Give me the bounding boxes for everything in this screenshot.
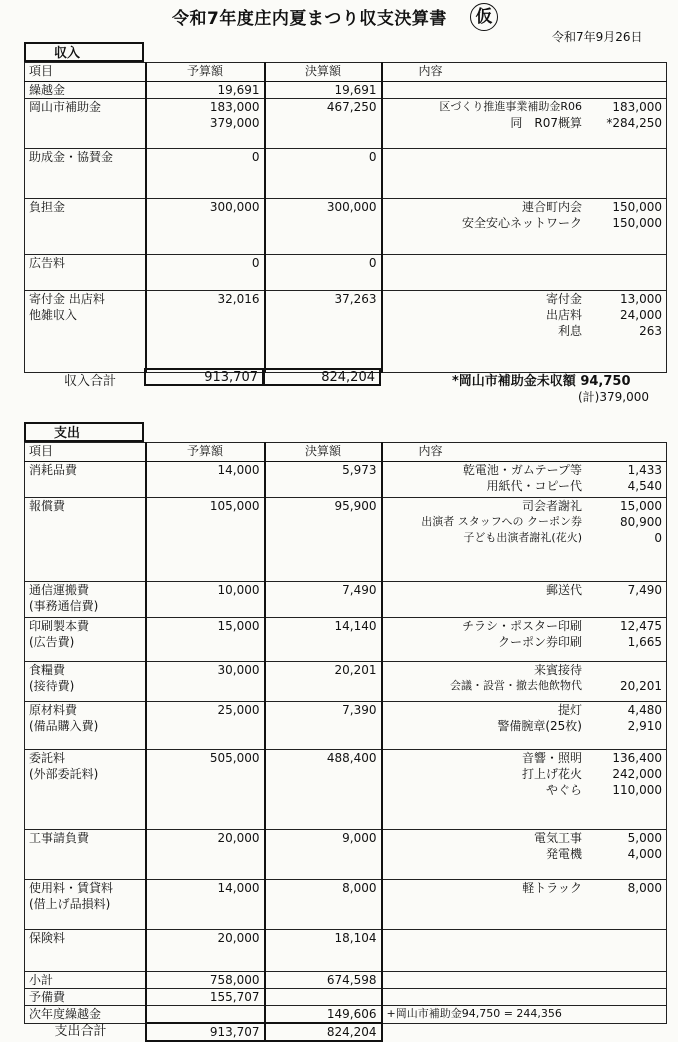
expense-actual-value: 18,104 [334,931,377,945]
expense-item-cell [25,582,146,618]
income-note-amount: 94,750 [580,374,631,389]
expense-item-label: 食糧費 [29,663,66,677]
income-item-label: 助成金・協賛金 [29,150,114,164]
expense-detail-value: 5,000 [627,831,662,845]
expense-detail-line [387,750,663,766]
expense-actual-cell [265,618,382,662]
expense-budget-cell [146,618,265,662]
expense-budget-value: 14,000 [217,881,260,895]
expense-item-label: 消耗品費 [29,463,78,477]
expense-detail-label: 提灯 [557,703,582,717]
expense-item-cell [25,618,146,662]
expense-total-row [25,1023,667,1041]
expense-detail-line [387,662,663,678]
income-detail-line [387,99,663,115]
expense-detail-cell [382,880,667,930]
expense-detail-label: 郵送代 [545,583,582,597]
income-actual-value: 0 [368,150,377,164]
expense-detail-value: 242,000 [612,767,662,781]
income-detail-line [387,199,663,215]
expense-col-item: 項目 [25,443,146,462]
expense-row [25,662,667,702]
income-row [25,82,667,99]
expense-detail-line [387,766,663,782]
expense-actual-value: 7,390 [342,703,377,717]
income-budget-cell [146,199,265,255]
income-row [25,199,667,255]
expense-subtotal-row-budget: 758,000 [146,972,265,989]
income-item-cell [25,149,146,199]
expense-detail-label: やぐら [545,783,582,797]
expense-reserve-row [25,989,667,1006]
expense-item-label: (借上げ品損料) [29,897,111,911]
expense-detail-line [387,830,663,846]
expense-detail-value: 4,540 [627,479,662,493]
expense-carryover-row [25,1006,667,1024]
expense-detail-value: 136,400 [612,751,662,765]
income-detail-line [387,291,663,307]
expense-detail-line [387,846,663,862]
income-detail-value: 13,000 [620,292,662,306]
income-item-label: 寄付金 出店料 [29,292,105,306]
expense-item-label: 報償費 [29,499,66,513]
expense-item-label: (外部委託料) [29,767,99,781]
expense-detail-cell [382,702,667,750]
income-detail-line [387,115,663,131]
expense-detail-line [387,530,663,546]
expense-subtotal-row [25,972,667,989]
expense-detail-value: 0 [654,531,662,545]
income-budget-value: 32,016 [217,292,260,306]
income-col-detail: 内容 [382,63,667,82]
expense-detail-value: 8,000 [627,881,662,895]
expense-actual-cell [265,462,382,498]
income-actual-cell [265,291,382,373]
expense-item-cell [25,880,146,930]
expense-detail-line [387,634,663,650]
income-actual-value: 37,263 [334,292,377,306]
income-row [25,255,667,291]
expense-detail-label: 電気工事 [533,831,582,845]
income-item-cell [25,291,146,373]
expense-row [25,498,667,582]
expense-budget-value: 14,000 [217,463,260,477]
expense-item-cell [25,702,146,750]
expense-actual-cell [265,498,382,582]
income-budget-value: 183,000 [209,100,260,114]
income-budget-value: 0 [251,256,260,270]
expense-item-cell [25,750,146,830]
income-section-label: 収入 [24,42,144,62]
expense-table [24,442,667,1042]
expense-detail-value: 80,900 [620,515,662,529]
expense-budget-value: 20,000 [217,931,260,945]
income-detail-value: 263 [639,324,662,338]
expense-detail-label: 子ども出演者謝礼(花火) [463,531,582,544]
income-item-cell [25,82,146,99]
expense-subtotal-row-detail [382,972,667,989]
expense-detail-label: 発電機 [545,847,582,861]
expense-col-budget: 予算額 [146,443,265,462]
income-col-budget: 予算額 [146,63,265,82]
expense-col-actual: 決算額 [265,443,382,462]
expense-detail-label: 軽トラック [522,881,582,895]
expense-item-label: (広告費) [29,635,75,649]
expense-item-cell [25,930,146,972]
expense-item-label: 通信運搬費 [29,583,90,597]
income-detail-value: 150,000 [612,200,662,214]
income-total-actual: 824,204 [263,368,381,386]
expense-budget-cell [146,930,265,972]
expense-detail-value: 1,433 [627,463,662,477]
expense-budget-cell [146,498,265,582]
expense-row [25,750,667,830]
expense-detail-line [387,678,663,694]
expense-detail-label: 警備腕章(25枚) [497,719,582,733]
income-item-cell [25,199,146,255]
expense-detail-label: クーポン券印刷 [497,635,582,649]
income-actual-cell [265,199,382,255]
income-detail-cell [382,199,667,255]
income-item-label: 繰越金 [29,83,66,97]
expense-budget-value: 105,000 [209,499,260,513]
expense-budget-cell [146,830,265,880]
expense-budget-cell [146,662,265,702]
income-col-item: 項目 [25,63,146,82]
expense-budget-cell [146,750,265,830]
expense-budget-value: 20,000 [217,831,260,845]
expense-row [25,930,667,972]
expense-actual-cell [265,830,382,880]
income-detail-value: *284,250 [606,116,662,130]
income-table [24,62,667,373]
expense-detail-value: 15,000 [620,499,662,513]
income-item-label: 負担金 [29,200,66,214]
expense-row [25,830,667,880]
expense-detail-cell [382,830,667,880]
expense-detail-value: 4,000 [627,847,662,861]
income-detail-cell [382,149,667,199]
expense-header-row [25,443,667,462]
expense-item-label: 印刷製本費 [29,619,90,633]
income-actual-cell [265,255,382,291]
income-detail-cell [382,291,667,373]
expense-actual-value: 8,000 [342,881,377,895]
expense-carryover-row-label: 次年度繰越金 [25,1006,146,1024]
income-budget-cell [146,291,265,373]
expense-row [25,462,667,498]
expense-detail-label: 用紙代・コピー代 [486,479,582,493]
expense-actual-cell [265,702,382,750]
expense-budget-value: 10,000 [217,583,260,597]
expense-actual-value: 5,973 [342,463,377,477]
expense-budget-value: 505,000 [209,751,260,765]
expense-detail-value: 2,910 [627,719,662,733]
income-total-budget: 913,707 [144,368,264,386]
income-item-label: 他雑収入 [29,308,78,322]
expense-detail-value: 12,475 [620,619,662,633]
expense-detail-line [387,478,663,494]
expense-budget-cell [146,462,265,498]
income-item-cell [25,99,146,149]
expense-detail-value [592,662,662,678]
expense-actual-cell [265,582,382,618]
expense-detail-value: 4,480 [627,703,662,717]
income-item-label: 広告料 [29,256,66,270]
expense-item-label: 委託料 [29,751,66,765]
expense-actual-cell [265,880,382,930]
expense-subtotal-row-actual: 674,598 [265,972,382,989]
expense-detail-label: 乾電池・ガムテープ等 [462,463,582,477]
expense-actual-value: 20,201 [334,663,377,677]
expense-detail-label: 来賓接待 [533,663,582,677]
income-budget-value: 379,000 [209,116,260,130]
income-detail-line [387,215,663,231]
expense-budget-value: 25,000 [217,703,260,717]
expense-detail-label: 出演者 スタッフへの クーポン券 [421,515,582,528]
expense-detail-line [387,782,663,798]
income-detail-label: 同 R07概算 [510,116,582,130]
income-detail-cell [382,99,667,149]
expense-item-label: 保険料 [29,931,66,945]
expense-actual-value: 9,000 [342,831,377,845]
expense-actual-value: 7,490 [342,583,377,597]
income-col-actual: 決算額 [265,63,382,82]
expense-item-cell [25,498,146,582]
expense-detail-label: 会議・設営・撤去他飲物代 [450,679,582,692]
expense-carryover-row-actual: 149,606 [265,1006,382,1024]
income-header-row [25,63,667,82]
income-detail-line [387,307,663,323]
expense-row [25,618,667,662]
expense-detail-label: 打上げ花火 [521,767,582,781]
expense-detail-cell [382,750,667,830]
income-item-label: 岡山市補助金 [29,100,102,114]
expense-detail-line [387,880,663,896]
income-detail-line [387,323,663,339]
expense-detail-line [387,582,663,598]
income-row [25,149,667,199]
expense-detail-cell [382,930,667,972]
expense-detail-label: 音響・照明 [521,751,582,765]
provisional-stamp: 仮 [470,3,498,31]
expense-total-actual: 824,204 [265,1023,382,1041]
expense-detail-value: 7,490 [627,583,662,597]
income-detail-value: 150,000 [612,216,662,230]
income-budget-value: 300,000 [209,200,260,214]
expense-item-label: (事務通信費) [29,599,99,613]
expense-actual-cell [265,662,382,702]
income-detail-label: 利息 [557,324,582,338]
income-detail-cell [382,82,667,99]
expense-detail-value: 1,665 [627,635,662,649]
expense-detail-cell [382,662,667,702]
expense-detail-value: 20,201 [620,679,662,693]
income-row [25,291,667,373]
expense-item-cell [25,830,146,880]
expense-actual-value: 14,140 [334,619,377,633]
expense-detail-line [387,702,663,718]
expense-detail-cell [382,582,667,618]
income-note [452,370,631,389]
expense-carryover-row-detail: +岡山市補助金94,750 = 244,356 [382,1006,667,1024]
expense-actual-cell [265,930,382,972]
expense-item-cell [25,462,146,498]
income-detail-label: 出店料 [545,308,582,322]
income-note-sub: (計)379,000 [578,390,649,404]
expense-detail-line [387,514,663,530]
income-detail-value: 183,000 [612,100,662,114]
expense-row [25,880,667,930]
income-note-label: *岡山市補助金未収額 [452,374,576,389]
expense-actual-value: 95,900 [334,499,377,513]
income-actual-cell [265,99,382,149]
income-budget-cell [146,82,265,99]
expense-detail-cell [382,498,667,582]
expense-reserve-row-actual [265,989,382,1006]
income-detail-label: 寄付金 [545,292,582,306]
expense-detail-label: 司会者謝礼 [521,499,582,513]
expense-section-label: 支出 [24,422,144,442]
income-budget-cell [146,99,265,149]
expense-carryover-row-budget [146,1006,265,1024]
expense-detail-cell [382,462,667,498]
expense-detail-line [387,618,663,634]
expense-reserve-row-detail [382,989,667,1006]
expense-detail-line [387,498,663,514]
income-row [25,99,667,149]
document-date: 令和7年9月26日 [552,30,643,44]
income-budget-value: 0 [251,150,260,164]
income-detail-label: 安全安心ネットワーク [461,216,582,230]
expense-detail-line [387,462,663,478]
expense-budget-value: 15,000 [217,619,260,633]
expense-detail-line [387,718,663,734]
expense-budget-cell [146,582,265,618]
page-title: 令和7年度庄内夏まつり収支決算書 [172,9,447,29]
income-budget-cell [146,255,265,291]
income-detail-cell [382,255,667,291]
expense-item-label: 原材料費 [29,703,78,717]
expense-actual-cell [265,750,382,830]
expense-budget-cell [146,702,265,750]
income-item-cell [25,255,146,291]
expense-subtotal-row-label: 小計 [25,972,146,989]
expense-row [25,702,667,750]
income-actual-value: 19,691 [334,83,377,97]
income-detail-label: 区づくり推進事業補助金R06 [439,100,582,113]
income-actual-value: 467,250 [326,100,377,114]
expense-actual-value: 488,400 [326,751,377,765]
income-actual-value: 300,000 [326,200,377,214]
expense-detail-cell [382,618,667,662]
income-detail-label: 連合町内会 [521,200,582,214]
expense-total-label: 支出合計 [54,1023,107,1039]
expense-item-label: (接待費) [29,679,75,693]
expense-detail-label: チラシ・ポスター印刷 [461,619,582,633]
expense-reserve-row-label: 予備費 [25,989,146,1006]
expense-detail-value: 110,000 [612,783,662,797]
expense-item-label: 工事請負費 [29,831,90,845]
income-budget-value: 19,691 [217,83,260,97]
expense-item-cell [25,662,146,702]
income-actual-value: 0 [368,256,377,270]
income-budget-cell [146,149,265,199]
income-actual-cell [265,82,382,99]
expense-col-detail: 内容 [382,443,667,462]
expense-budget-cell [146,880,265,930]
income-actual-cell [265,149,382,199]
expense-item-label: 使用料・賃貸料 [29,881,114,895]
expense-row [25,582,667,618]
expense-total-budget: 913,707 [146,1023,265,1041]
expense-reserve-row-budget: 155,707 [146,989,265,1006]
expense-item-label: (備品購入費) [29,719,99,733]
income-detail-value: 24,000 [620,308,662,322]
income-total-label: 収入合計 [64,374,117,389]
expense-budget-value: 30,000 [217,663,260,677]
